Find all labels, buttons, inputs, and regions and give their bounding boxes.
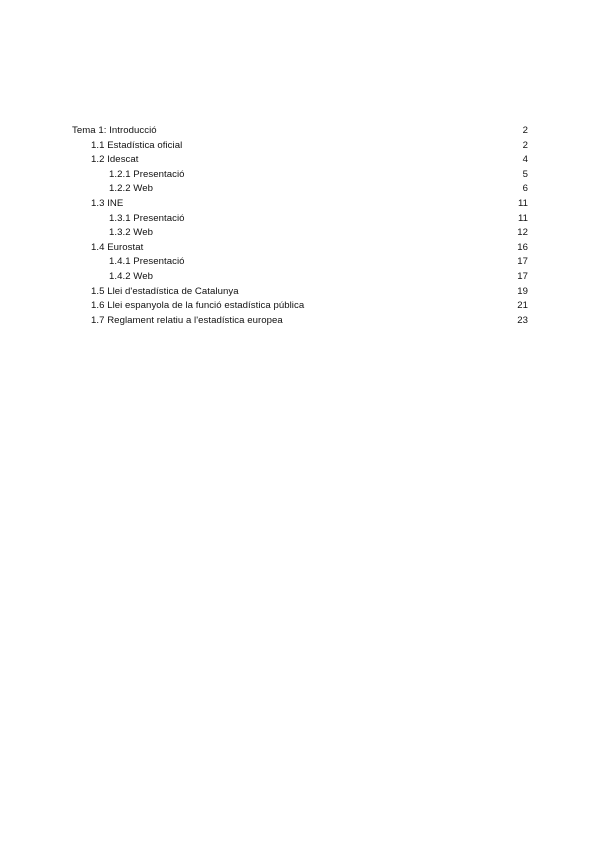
toc-entry-title: 1.3.2 Web <box>109 227 154 239</box>
toc-entry-tema-1[interactable] <box>72 124 528 139</box>
toc-entry-1-7[interactable] <box>72 314 528 329</box>
toc-entry-title: 1.2.2 Web <box>109 183 154 195</box>
toc-entry-page-number: 5 <box>522 168 528 180</box>
toc-entry-title: 1.4.2 Web <box>109 270 154 282</box>
toc-entry-title: 1.2.1 Presentació <box>109 168 185 180</box>
toc-entry-page-number: 12 <box>517 227 528 239</box>
toc-entry-page-number: 2 <box>522 139 528 151</box>
toc-entry-page-number: 11 <box>517 197 528 209</box>
toc-entry-1-6[interactable] <box>72 299 528 314</box>
toc-entry-title: 1.3 INE <box>91 197 124 209</box>
toc-entry-title: 1.4.1 Presentació <box>109 256 185 268</box>
toc-entry-1-3[interactable] <box>72 197 528 212</box>
toc-entry-title: 1.3.1 Presentació <box>109 212 185 224</box>
toc-entry-title: 1.1 Estadística oficial <box>91 139 183 151</box>
toc-entry-title: 1.5 Llei d'estadística de Catalunya <box>91 285 239 297</box>
toc-entry-page-number: 4 <box>522 154 528 166</box>
toc-entry-1-4[interactable] <box>72 241 528 256</box>
toc-entry-page-number: 17 <box>517 256 528 268</box>
toc-entry-page-number: 2 <box>522 125 528 136</box>
toc-entry-1-2-1[interactable] <box>72 168 528 183</box>
toc-entry-title: 1.4 Eurostat <box>91 241 144 253</box>
toc-entry-page-number: 21 <box>517 300 528 312</box>
toc-entry-title: Tema 1: Introducció <box>72 125 157 136</box>
toc-entry-1-4-1[interactable] <box>72 255 528 270</box>
toc-entry-1-4-2[interactable] <box>72 270 528 285</box>
toc-entry-page-number: 16 <box>517 241 528 253</box>
toc-entry-1-3-2[interactable] <box>72 226 528 241</box>
toc-entry-page-number: 11 <box>517 212 528 224</box>
toc-entry-1-3-1[interactable] <box>72 212 528 227</box>
toc-entry-page-number: 23 <box>517 314 528 326</box>
toc-entry-1-2[interactable] <box>72 153 528 168</box>
toc-entry-title: 1.6 Llei espanyola de la funció estadística pública <box>91 300 305 312</box>
toc-entry-1-2-2[interactable] <box>72 182 528 197</box>
toc-entry-page-number: 17 <box>517 270 528 282</box>
toc-entry-title: 1.2 Idescat <box>91 154 139 166</box>
toc-entry-title: 1.7 Reglament relatiu a l'estadística europea <box>91 314 283 326</box>
table-of-contents <box>72 124 528 328</box>
toc-entry-page-number: 6 <box>522 183 528 195</box>
toc-entry-page-number: 19 <box>517 285 528 297</box>
toc-entry-1-1[interactable] <box>72 139 528 154</box>
toc-entry-1-5[interactable] <box>72 285 528 300</box>
